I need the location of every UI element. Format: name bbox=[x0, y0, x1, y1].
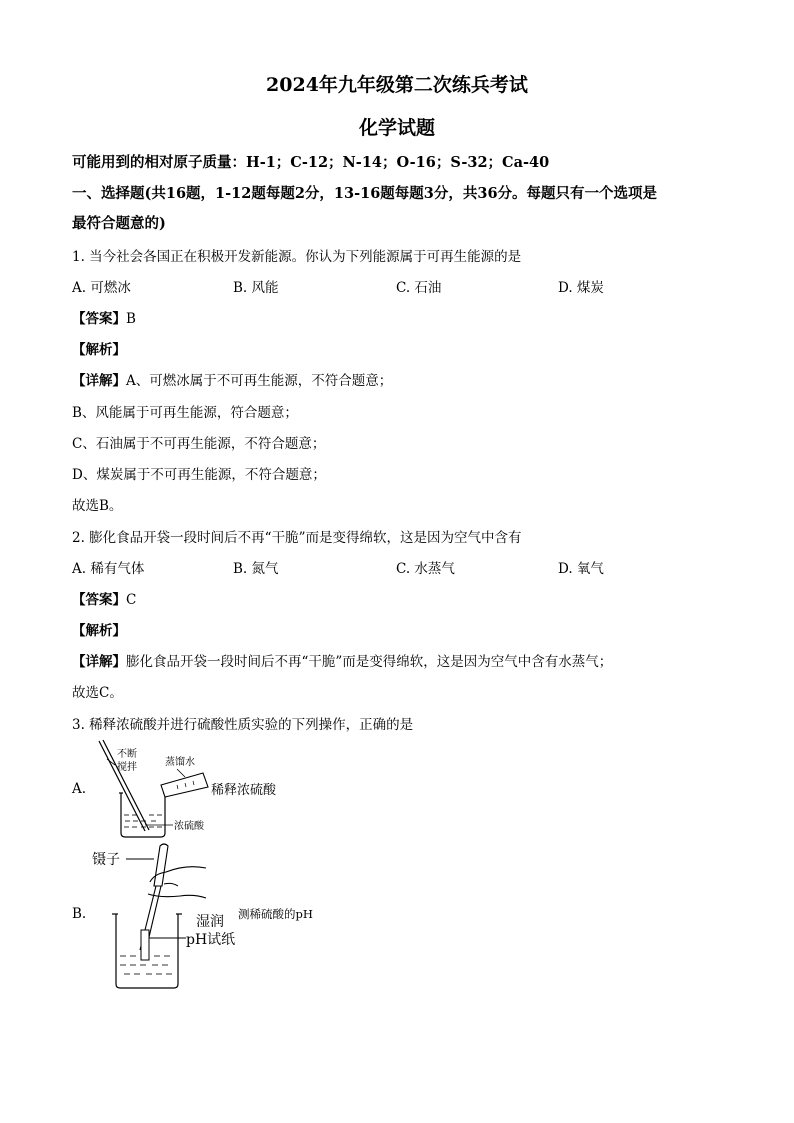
q1-detail-row bbox=[72, 369, 392, 389]
q1-detail-line: B、风能属于可再生能源，符合题意； bbox=[72, 405, 298, 421]
atomic-mass-line: 可能用到的相对原子质量：H-1；C-12；N-14；O-16；S-32；Ca-40 bbox=[72, 154, 550, 171]
analysis-tag: 【解析】 bbox=[72, 342, 126, 358]
q2-option-b: B. 氮气 bbox=[233, 561, 279, 577]
ph-paper bbox=[141, 930, 149, 960]
question-3-stem: 3. 稀释浓硫酸并进行硫酸性质实验的下列操作，正确的是 bbox=[72, 717, 414, 733]
tweezers bbox=[154, 844, 168, 886]
q1-detail-line: D、煤炭属于不可再生能源，不符合题意； bbox=[72, 467, 326, 483]
question-2-stem: 2. 膨化食品开袋一段时间后不再“干脆”而是变得绵软，这是因为空气中含有 bbox=[72, 530, 522, 546]
exam-subtitle: 化学试题 bbox=[358, 117, 435, 139]
label-distilled-water: 蒸馏水 bbox=[165, 757, 195, 768]
detail-tag: 【详解】 bbox=[72, 654, 126, 670]
label-ph-paper: pH试纸 bbox=[186, 932, 236, 948]
section-heading: 一、选择题(共16题，1-12题每题2分，13-16题每题3分，共36分。每题只有一个选项是 bbox=[72, 185, 658, 202]
q1-option-b: B. 风能 bbox=[233, 280, 279, 296]
label-stir-1: 不断 bbox=[117, 749, 137, 760]
q1-option-d: D. 煤炭 bbox=[558, 280, 604, 296]
q1-answer-value: B bbox=[126, 311, 136, 327]
q2-analysis-row bbox=[72, 619, 126, 639]
q3-option-b-letter: B. bbox=[72, 906, 87, 922]
exam-title: 2024年九年级第二次练兵考试 bbox=[266, 74, 528, 96]
dilution-diagram bbox=[85, 735, 300, 840]
label-tweezers: 镊子 bbox=[92, 852, 120, 868]
q2-option-c: C. 水蒸气 bbox=[396, 561, 455, 577]
q2-answer-value: C bbox=[126, 592, 137, 608]
answer-tag: 【答案】 bbox=[72, 592, 126, 608]
q2-conclusion: 故选C。 bbox=[72, 685, 123, 701]
q2-option-a: A. 稀有气体 bbox=[72, 561, 145, 577]
q2-answer-row bbox=[72, 588, 136, 608]
question-1-stem: 1. 当今社会各国正在积极开发新能源。你认为下列能源属于可再生能源的是 bbox=[72, 249, 522, 265]
answer-tag: 【答案】 bbox=[72, 311, 126, 327]
q1-analysis-row bbox=[72, 338, 126, 358]
q3-option-a-letter: A. bbox=[72, 781, 87, 797]
q1-answer-row bbox=[72, 307, 136, 327]
q1-option-c: C. 石油 bbox=[396, 280, 442, 296]
analysis-tag: 【解析】 bbox=[72, 623, 126, 639]
section-heading-cont: 最符合题意的) bbox=[72, 215, 166, 232]
label-conc-acid: 浓硫酸 bbox=[174, 821, 204, 832]
label-stir-2: 搅拌 bbox=[117, 762, 137, 773]
q2-detail-row bbox=[72, 650, 612, 670]
q2-detail-text: 膨化食品开袋一段时间后不再“干脆”而是变得绵软，这是因为空气中含有水蒸气； bbox=[126, 654, 613, 670]
detail-tag: 【详解】 bbox=[72, 373, 126, 389]
q2-option-d: D. 氧气 bbox=[558, 561, 604, 577]
q1-detail-text: A、可燃冰属于不可再生能源，不符合题意； bbox=[126, 373, 393, 389]
caption-measure-ph: 测稀硫酸的pH bbox=[238, 907, 313, 921]
q1-conclusion: 故选B。 bbox=[72, 498, 123, 514]
label-moist: 湿润 bbox=[196, 914, 224, 930]
ph-test-diagram bbox=[90, 838, 340, 993]
q1-option-a: A. 可燃冰 bbox=[72, 280, 131, 296]
q1-detail-line: C、石油属于不可再生能源，不符合题意； bbox=[72, 436, 326, 452]
caption-dilute: 稀释浓硫酸 bbox=[211, 783, 277, 798]
